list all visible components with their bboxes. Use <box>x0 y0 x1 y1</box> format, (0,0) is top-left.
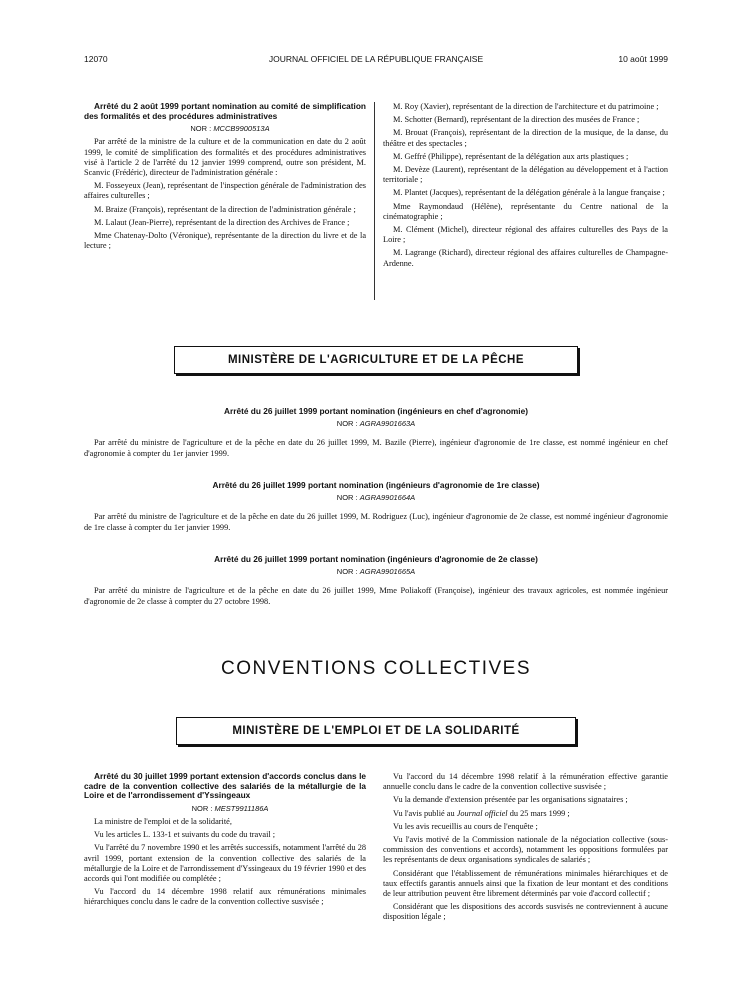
nor-code: AGRA9901663A <box>359 419 416 429</box>
nor-code: AGRA9901664A <box>359 493 416 503</box>
visa-paragraph: Vu l'accord du 14 décembre 1998 relatif aux rémunérations minimales hiérarchiques conclu dans le cadre de la convention collective susvisée ; <box>84 887 366 907</box>
arrete-culture-title: Arrêté du 2 août 1999 portant nomination au comité de simplification des formalités et des procédures administratives <box>84 101 366 121</box>
arrete-agri-2-body: Par arrêté du ministre de l'agriculture et de la pêche en date du 26 juillet 1999, M. Rodriguez (Luc), ingénieur d'agronomie de 2e classe, est nommé ingénieur d'agronomie de 1re classe à compter du 1er janvier 1999. <box>84 512 668 532</box>
member-item: M. Roy (Xavier), représentant de la direction de l'architecture et du patrimoine ; <box>393 102 659 111</box>
visa-paragraph: Vu la demande d'extension présentée par les organisations signataires ; <box>393 795 628 805</box>
member-item: M. Devèze (Laurent), représentant de la délégation au développement et à l'action territoriale ; <box>383 165 668 185</box>
visa-paragraph: Vu l'avis motivé de la Commission nationale de la négociation collective (sous-commission des conventions et accords), notamment les oppositions formulées par les représentants de deux organisations syndicales de salariés ; <box>383 835 668 865</box>
visa-paragraph: Vu l'arrêté du 7 novembre 1990 et les arrêtés successifs, notamment l'arrêté du 28 avril 1999, portant extension de la convention collective des salariés de la métallurgie de la Loire et de l'arrondissement d'Yssingeaux du 19 février 1990 et des accords qui l'ont modifiée ou complétée ; <box>84 843 366 883</box>
journal-officiel-ref: Journal officiel <box>456 808 508 818</box>
arrete-agri-1-nor <box>84 419 668 429</box>
member-item: M. Braize (François), représentant de la direction de l'administration générale ; <box>94 204 356 214</box>
arrete-agri-1 <box>84 406 668 459</box>
arrete-emploi-nor <box>84 804 366 814</box>
arrete-agri-3-nor <box>84 567 668 577</box>
nor-code: MCCB9900513A <box>213 124 270 134</box>
arrete-agri-2-nor <box>84 493 668 503</box>
arrete-agri-2 <box>84 480 668 533</box>
nor-label: NOR : <box>190 124 212 134</box>
member-item: M. Plantet (Jacques), représentant de la délégation générale à la langue française ; <box>393 188 665 198</box>
arrete-culture-right-column <box>383 102 668 272</box>
member-item: M. Schotter (Bernard), représentant de la direction des musées de France ; <box>393 115 640 125</box>
member-item: Mme Chatenay-Dolto (Véronique), représentante de la direction du livre et de la lecture ; <box>84 231 366 251</box>
nor-label: NOR : <box>336 567 358 577</box>
arrete-emploi-right-column <box>383 772 668 926</box>
visa-paragraph: La ministre de l'emploi et de la solidarité, <box>94 816 232 826</box>
considerant-paragraph: Considérant que l'établissement de rémunérations minimales hiérarchiques et de taux effectifs garantis annuels ainsi que la fixation de leur montant et des conditions de leur attribution peuvent être librement déterminés par voie d'accord collectif ; <box>383 868 668 899</box>
visa-paragraph <box>383 809 668 819</box>
considerant-paragraph: Considérant que les dispositions des accords susvisés ne contreviennent à aucune disposition légale ; <box>383 902 668 922</box>
arrete-culture-left-column <box>84 102 366 254</box>
arrete-agri-3-body: Par arrêté du ministre de l'agriculture et de la pêche en date du 26 juillet 1999, Mme Poliakoff (Françoise), ingénieur des travaux agricoles, est nommée ingénieur d'agronomie de 2e classe à compter du 27 octobre 1998. <box>84 586 668 606</box>
visa-paragraph: Vu l'accord du 14 décembre 1998 relatif à la rémunération effective garantie annuelle conclu dans le cadre de la convention collective susvisée ; <box>383 772 668 792</box>
visa-text: Vu l'avis publié au <box>393 808 455 818</box>
nor-code: MEST9911186A <box>214 803 269 813</box>
nor-label: NOR : <box>336 419 358 429</box>
ministere-emploi-heading: MINISTÈRE DE L'EMPLOI ET DE LA SOLIDARITÉ <box>176 717 576 745</box>
member-item: M. Brouat (François), représentant de la direction de la musique, de la danse, du théâtre et des spectacles ; <box>383 128 668 148</box>
ministere-agriculture-heading: MINISTÈRE DE L'AGRICULTURE ET DE LA PÊCHE <box>174 346 578 374</box>
nor-label: NOR : <box>336 493 358 503</box>
issue-date: 10 août 1999 <box>618 54 668 64</box>
arrete-culture-nor <box>84 124 366 134</box>
page-header <box>84 54 668 68</box>
nor-code: AGRA9901665A <box>359 567 416 577</box>
arrete-agri-3-title: Arrêté du 26 juillet 1999 portant nomination (ingénieurs d'agronomie de 2e classe) <box>214 554 538 564</box>
conventions-collectives-title: CONVENTIONS COLLECTIVES <box>220 658 532 679</box>
member-item: M. Fosseyeux (Jean), représentant de l'inspection générale de l'administration des affaires culturelles ; <box>84 181 366 201</box>
visa-paragraph: Vu les articles L. 133-1 et suivants du code du travail ; <box>94 830 276 840</box>
arrete-emploi-left-column <box>84 772 366 911</box>
arrete-culture-intro: Par arrêté de la ministre de la culture et de la communication en date du 2 août 1999, le comité de simplification des formalités et des procédures administratives visé à l'article 2 de l'arrêté du 12 janvier 1999 comprend, outre son président, M. Scanvic (Frédéric), directeur de l'administration générale : <box>84 137 366 177</box>
nor-label: NOR : <box>191 803 213 813</box>
page-number: 12070 <box>84 54 108 64</box>
arrete-agri-2-title: Arrêté du 26 juillet 1999 portant nomination (ingénieurs d'agronomie de 1re classe) <box>212 480 540 490</box>
arrete-agri-1-title: Arrêté du 26 juillet 1999 portant nomination (ingénieurs en chef d'agronomie) <box>224 406 528 416</box>
journal-title: JOURNAL OFFICIEL DE LA RÉPUBLIQUE FRANÇAISE <box>268 54 484 64</box>
arrete-agri-1-body: Par arrêté du ministre de l'agriculture et de la pêche en date du 26 juillet 1999, M. Bazile (Pierre), ingénieur d'agronomie de 1re classe, est nommé ingénieur en chef d'agronomie à compter du 1er janvier 1999. <box>84 438 668 458</box>
visa-paragraph: Vu les avis recueillis au cours de l'enquête ; <box>393 821 538 831</box>
member-item: M. Clément (Michel), directeur régional des affaires culturelles des Pays de la Loire ; <box>383 225 668 245</box>
visa-text: du 25 mars 1999 ; <box>509 808 570 818</box>
member-item: M. Geffré (Philippe), représentant de la délégation aux arts plastiques ; <box>393 151 629 161</box>
column-divider <box>374 102 375 300</box>
member-item: Mme Raymondaud (Hélène), représentante du Centre national de la cinématographie ; <box>383 201 668 221</box>
member-item: M. Lalaut (Jean-Pierre), représentant de la direction des Archives de France ; <box>94 217 350 227</box>
arrete-emploi-title: Arrêté du 30 juillet 1999 portant extension d'accords conclus dans le cadre de la convention collective des salariés de la métallurgie de la Loire et de l'arrondissement d'Yssingeaux <box>84 771 366 801</box>
member-item: M. Lagrange (Richard), directeur régional des affaires culturelles de Champagne-Ardenne. <box>383 248 668 268</box>
arrete-agri-3 <box>84 554 668 607</box>
